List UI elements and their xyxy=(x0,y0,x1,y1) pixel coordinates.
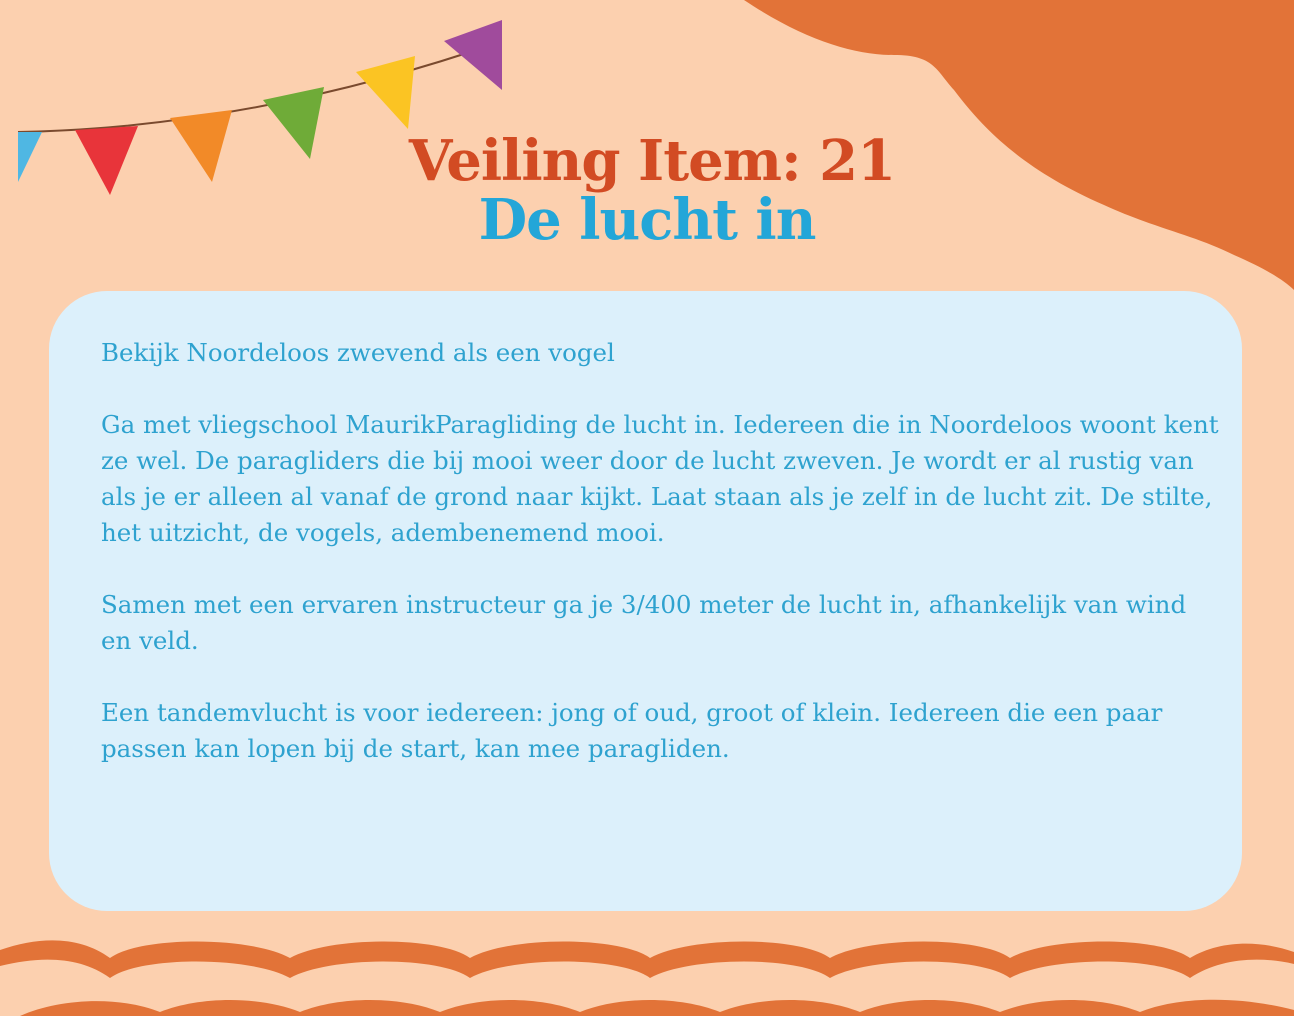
paragraph-intro: Bekijk Noordeloos zwevend als een vogel xyxy=(101,338,615,367)
title-block xyxy=(0,128,1294,253)
paragraph-tandemvlucht: Een tandemvlucht is voor iedereen: jong of oud, groot of klein. Iedereen die een paar passen kan lopen bij de start, kan mee paragliden. xyxy=(101,698,1163,763)
page-subtitle: De lucht in xyxy=(478,187,816,253)
orange-wave-border xyxy=(0,936,1294,1016)
flag-purple xyxy=(444,20,502,90)
description-text xyxy=(101,335,1221,803)
description-card xyxy=(49,291,1242,911)
page-title: Veiling Item: 21 xyxy=(408,128,896,194)
paragraph-vliegschool: Ga met vliegschool MaurikParagliding de lucht in. Iedereen die in Noordeloos woont kent ze wel. De paragliders die bij mooi weer door de lucht zweven. Je wordt er al rustig van als je er alleen al vanaf de grond naar kijkt. Laat staan als je zelf in de lucht zit. De stilte, het uitzicht, de vogels, adembenemend mooi. xyxy=(101,410,1219,547)
paragraph-instructeur: Samen met een ervaren instructeur ga je 3/400 meter de lucht in, afhankelijk van wind en veld. xyxy=(101,590,1187,655)
flag-yellow xyxy=(356,56,415,129)
